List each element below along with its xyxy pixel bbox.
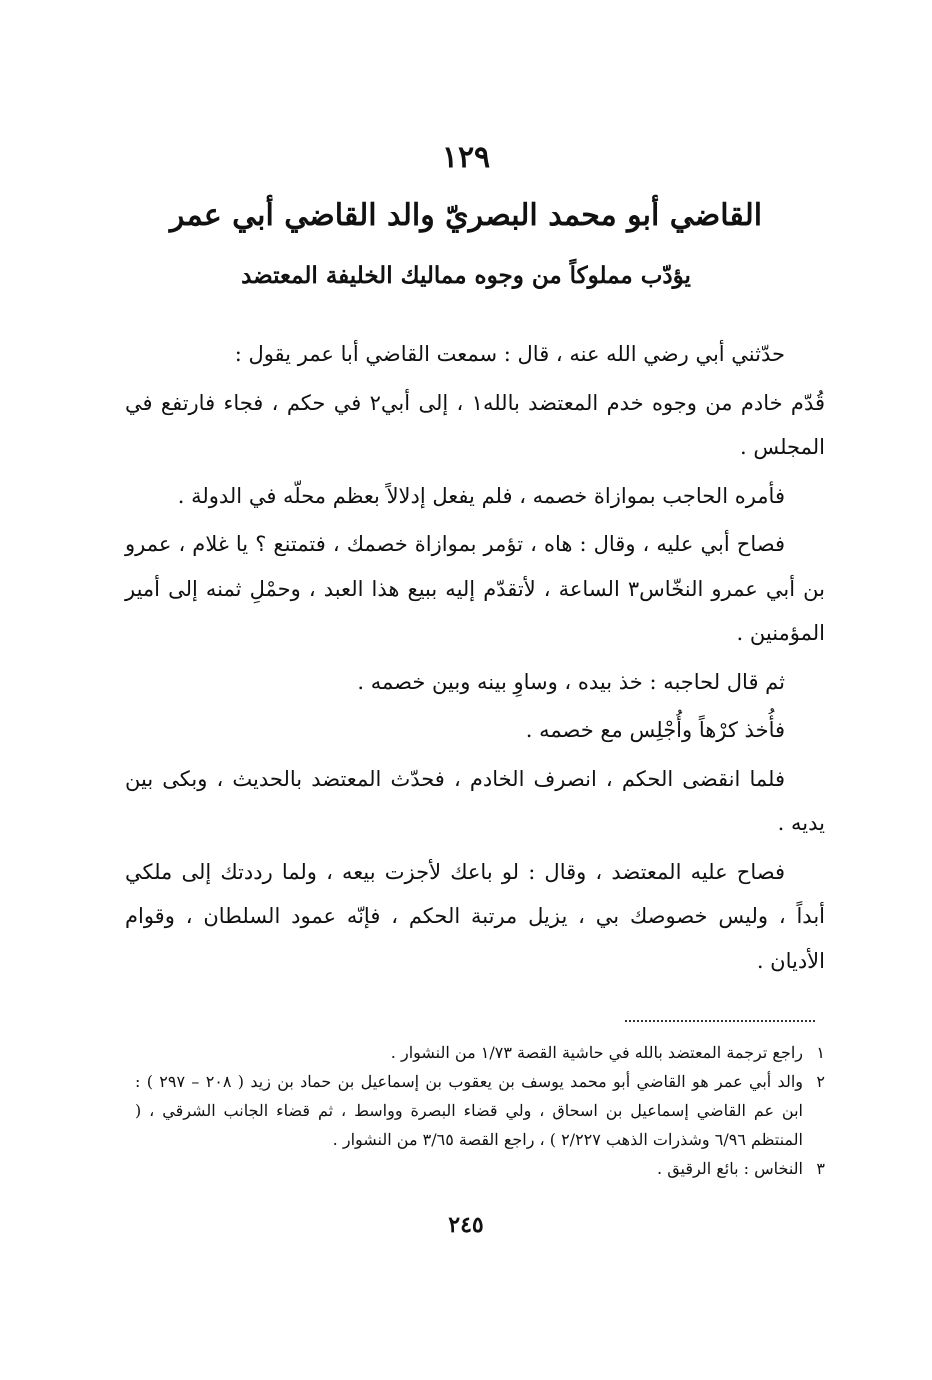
story-body (125, 332, 825, 987)
paragraph: حدّثني أبي رضي الله عنه ، قال : سمعت القاضي أبا عمر يقول : (234, 342, 785, 366)
paragraph: فلما انقضى الحكم ، انصرف الخادم ، فحدّث المعتضد بالحديث ، وبكى بين يديه . (125, 766, 825, 835)
paragraph: فصاح أبي عليه ، وقال : هاه ، تؤمر بموازاة خصمك ، فتمتنع ؟ يا غلام ، عمرو بن أبي عمرو النخّاس٣ الساعة ، لأتقدّم إليه ببيع هذا العبد ، وحمْلِ ثمنه إلى أمير المؤمنين . (125, 532, 825, 645)
story-title: القاضي أبو محمد البصريّ والد القاضي أبي عمر (169, 198, 763, 233)
paragraph: فأمره الحاجب بموازاة خصمه ، فلم يفعل إدلالاً بعظم محلّه في الدولة . (177, 483, 785, 508)
footnote-item (135, 1038, 825, 1067)
footnote-item (135, 1067, 825, 1154)
footnote-text: النخاس : بائع الرقيق . (657, 1159, 803, 1178)
footnote-number: ٣ (816, 1159, 825, 1178)
footnotes (135, 1038, 825, 1183)
footnote-text: والد أبي عمر هو القاضي أبو محمد يوسف بن يعقوب بن إسماعيل بن حماد بن زيد ( ٢٠٨ – ٢٩٧ ) : ابن عم القاضي إسماعيل بن اسحاق ، ولي قضاء البصرة وواسط ، ثم قضاء الجانب الشرقي ، ( المنتظم ٦/٩٦ وشذرات الذهب ٢/٢٢٧ ) ، راجع القصة ٣/٦٥ من النشوار . (135, 1072, 804, 1149)
footnote-text: راجع ترجمة المعتضد بالله في حاشية القصة ١/٧٣ من النشوار . (390, 1043, 803, 1062)
paragraph: ثم قال لحاجبه : خذ بيده ، وساوِ بينه وبين خصمه . (357, 669, 785, 694)
paragraph: فصاح عليه المعتضد ، وقال : لو باعك لأجزت بيعه ، ولما رددتك إلى ملكي أبداً ، وليس خصوصك بي ، يزيل مرتبة الحكم ، فإنّه عمود السلطان ، وقوام الأديان . (125, 859, 825, 973)
paragraph: فأُخذ كرْهاً وأُجْلِس مع خصمه . (525, 718, 785, 742)
story-subtitle: يؤدّب مملوكاً من وجوه مماليك الخليفة المعتضد (241, 262, 691, 289)
footnote-item (135, 1154, 825, 1183)
story-number: ١٢٩ (441, 140, 491, 175)
footnote-number: ١ (816, 1043, 825, 1062)
footnote-separator (625, 1020, 815, 1022)
paragraph: قُدّم خادم من وجوه خدم المعتضد بالله١ ، إلى أبي٢ في حكم ، فجاء فارتفع في المجلس . (125, 390, 826, 459)
page-number: ٢٤٥ (448, 1212, 484, 1238)
footnote-number: ٢ (816, 1072, 825, 1091)
